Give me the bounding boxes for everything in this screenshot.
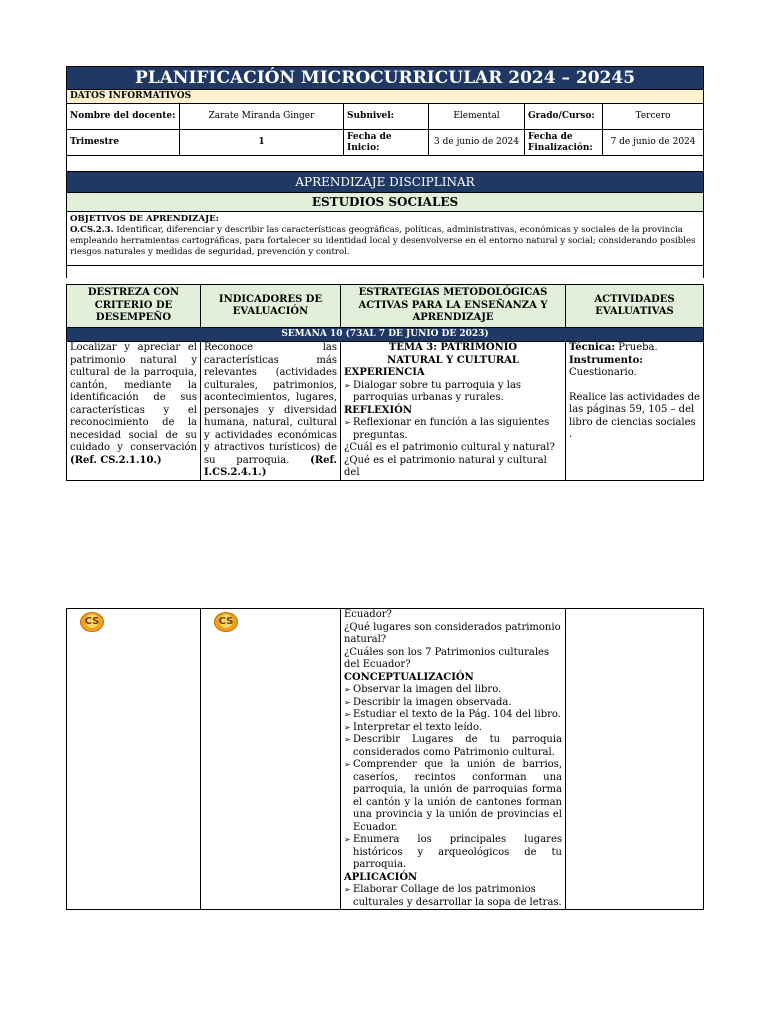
aplicacion-label: APLICACIÓN xyxy=(344,871,418,883)
objetivos-code: O.CS.2.3. xyxy=(70,225,114,235)
cs-logo-icon: CS xyxy=(214,612,238,632)
docente-value: Zarate Miranda Ginger xyxy=(180,104,344,130)
destreza-ref: (Ref. CS.2.1.10.) xyxy=(70,454,162,466)
reflexion-label: REFLEXIÓN xyxy=(344,404,412,416)
planning-grid-page1 xyxy=(66,284,704,481)
indicador-ref: (Ref. I.CS.2.4.1.) xyxy=(204,454,337,478)
tecnica-value: Prueba. xyxy=(618,342,658,353)
objetivos-text: Identificar, diferenciar y describir las características geográficas, políticas, administrativas, económicas y sociales de la provincia empleando herramientas cartográficas, para fortalecer su identidad local y desenvolverse en el entorno natural y social; considerando posibles riesgos naturales y medidas de seguridad, prevención y control. xyxy=(70,225,696,257)
destreza-text: Localizar y apreciar el patrimonio natural y cultural de la parroquia, cantón, mediante la identificación de sus características y el reconocimiento de la necesidad social de su cuidado y conservación xyxy=(70,342,197,453)
objetivos-label: OBJETIVOS DE APRENDIZAJE: xyxy=(70,214,219,224)
conceptualizacion-item: ➢ Enumera los principales lugares históricos y arqueológicos de tu parroquia. xyxy=(344,834,562,872)
page-title: PLANIFICACIÓN MICROCURRICULAR 2024 – 20245 xyxy=(67,67,704,90)
subnivel-label: Subnivel: xyxy=(344,104,429,130)
planning-grid-page2 xyxy=(66,608,704,910)
subnivel-value: Elemental xyxy=(429,104,525,130)
spacer-row xyxy=(67,266,704,278)
question-1: ¿Cuál es el patrimonio cultural y natural? xyxy=(344,442,555,453)
experiencia-label: EXPERIENCIA xyxy=(344,367,425,378)
spacer-row xyxy=(67,156,704,172)
conceptualizacion-item: ➢ Describir la imagen observada. xyxy=(344,697,562,710)
instrumento-value: Cuestionario. xyxy=(569,367,637,378)
tecnica-label: Técnica: xyxy=(569,342,616,353)
indicador-cell xyxy=(201,342,341,481)
indicador-text: Reconoce las características más relevantes (actividades culturales, patrimonios, acontecimientos, lugares, personajes y diversidad humana, natural, cultural y actividades económicas y atractivos turísticos) de su parroquia. xyxy=(204,342,337,466)
trimestre-value: 1 xyxy=(180,130,344,156)
column-header-actividades: ACTIVIDADES EVALUATIVAS xyxy=(566,285,704,328)
estrategias-cell-continued xyxy=(341,609,566,910)
column-header-destreza: DESTREZA CON CRITERIO DE DESEMPEÑO xyxy=(67,285,201,328)
destreza-cell-continued xyxy=(67,609,201,910)
fecha-inicio-label: Fecha de Inicio: xyxy=(344,130,429,156)
conceptualizacion-item: ➢ Describir Lugares de tu parroquia considerados como Patrimonio cultural. xyxy=(344,734,562,759)
actividades-text: Realice las actividades de las páginas 59, 105 – del libro de ciencias sociales . xyxy=(569,391,700,440)
question-4: ¿Cuáles son los 7 Patrimonios culturales del Ecuador? xyxy=(344,646,550,670)
actividades-cell-continued xyxy=(566,609,704,910)
tema-title: TEMA 3: PATRIMONIO NATURAL Y CULTURAL xyxy=(387,342,519,366)
conceptualizacion-label: CONCEPTUALIZACIÓN xyxy=(344,671,474,683)
grado-label: Grado/Curso: xyxy=(525,104,603,130)
instrumento-label: Instrumento: xyxy=(569,354,643,366)
planning-table-page1 xyxy=(66,66,704,278)
reflexion-item: ➢ Reflexionar en función a las siguientes preguntas. xyxy=(344,417,562,442)
column-header-estrategias: ESTRATEGIAS METODOLÓGICAS ACTIVAS PARA LA ENSEÑANZA Y APRENDIZAJE xyxy=(341,285,566,328)
fecha-fin-label: Fecha de Finalización: xyxy=(525,130,603,156)
column-header-indicadores: INDICADORES DE EVALUACIÓN xyxy=(201,285,341,328)
question-3: ¿Qué lugares son considerados patrimonio natural? xyxy=(344,621,561,645)
semana-heading: SEMANA 10 (73AL 7 DE JUNIO DE 2023) xyxy=(67,328,704,342)
conceptualizacion-item: ➢ Observar la imagen del libro. xyxy=(344,684,562,697)
destreza-cell xyxy=(67,342,201,481)
conceptualizacion-item: ➢ Comprender que la unión de barrios, caseríos, recintos conforman una parroquia, la unión de parroquias forma el cantón y la unión de cantones forman una provincia y la unión de provincias el Ecuador. xyxy=(344,759,562,834)
aprendizaje-disciplinar-heading: APRENDIZAJE DISCIPLINAR xyxy=(67,172,704,193)
fecha-fin-value: 7 de junio de 2024 xyxy=(603,130,704,156)
grado-value: Tercero xyxy=(603,104,704,130)
question-2: ¿Qué es el patrimonio natural y cultural del xyxy=(344,454,547,478)
cs-logo-icon: CS xyxy=(80,612,104,632)
trimestre-label: Trimestre xyxy=(67,130,180,156)
estrategias-cell xyxy=(341,342,566,481)
conceptualizacion-item: ➢ Interpretar el texto leído. xyxy=(344,722,562,735)
indicador-cell-continued xyxy=(201,609,341,910)
docente-label: Nombre del docente: xyxy=(67,104,180,130)
actividades-cell xyxy=(566,342,704,481)
fecha-inicio-value: 3 de junio de 2024 xyxy=(429,130,525,156)
aplicacion-item: ➢ Elaborar Collage de los patrimonios culturales y desarrollar la sopa de letras. xyxy=(344,884,562,909)
subject-heading: ESTUDIOS SOCIALES xyxy=(67,193,704,212)
question-2-continued: Ecuador? xyxy=(344,609,392,620)
objetivos-cell xyxy=(67,212,704,266)
experiencia-item: ➢ Dialogar sobre tu parroquia y las parroquias urbanas y rurales. xyxy=(344,380,562,405)
conceptualizacion-item: ➢ Estudiar el texto de la Pág. 104 del libro. xyxy=(344,709,562,722)
datos-informativos-label: DATOS INFORMATIVOS xyxy=(67,90,704,104)
